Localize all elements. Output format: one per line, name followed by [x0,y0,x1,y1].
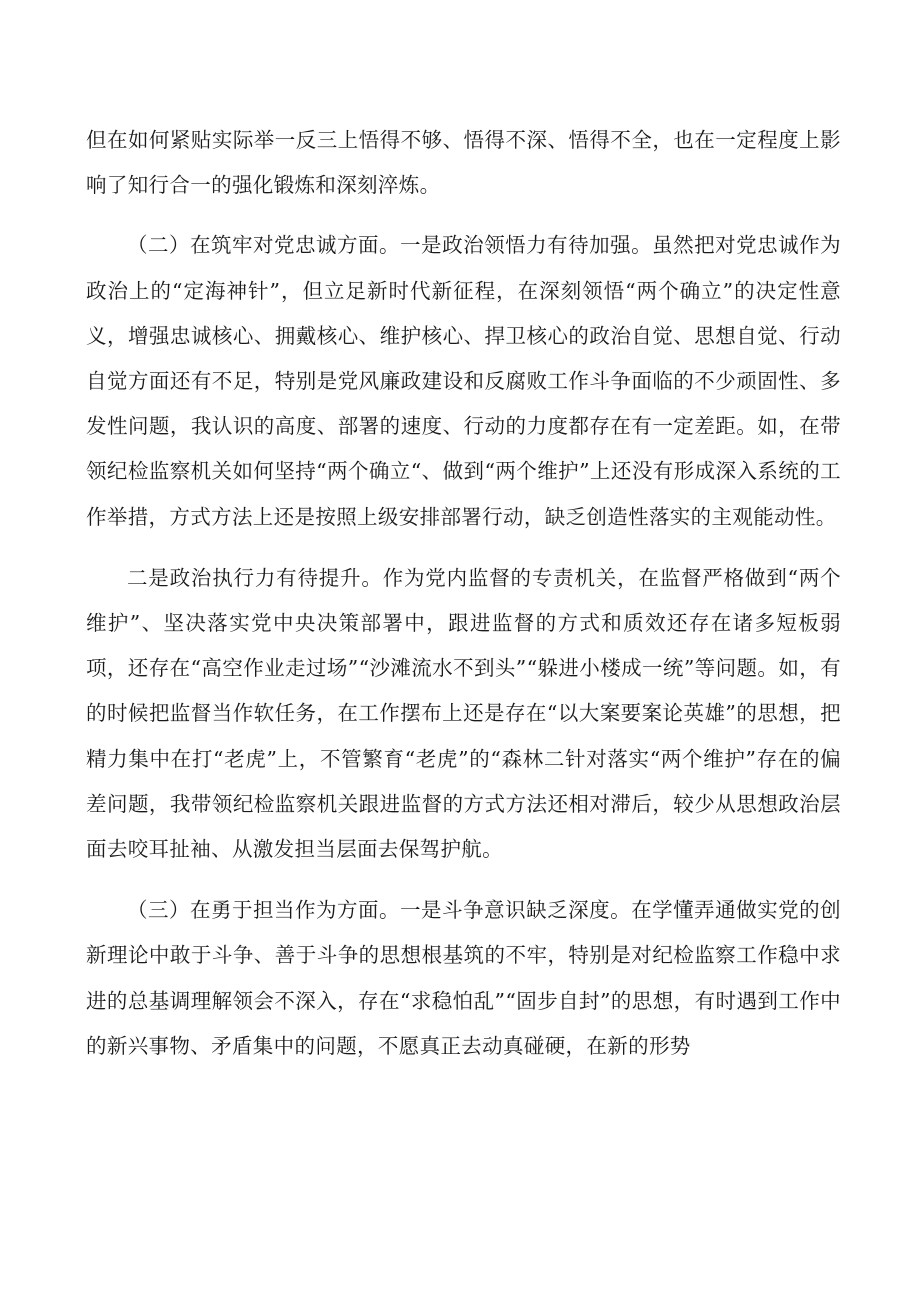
paragraph-4: （三）在勇于担当作为方面。一是斗争意识缺乏深度。在学懂弄通做实党的创新理论中敢于斗争、善于斗争的思想根基筑的不牢，特别是对纪检监察工作稳中求进的总基调理解领会不深入，存在“求稳怕乱”“固步自封”的思想，有时遇到工作中的新兴事物、矛盾集中的问题，不愿真正去动真碰硬，在新的形势 [86,898,841,1058]
document-page [86,118,841,1069]
paragraph-2: （二）在筑牢对党忠诚方面。一是政治领悟力有待加强。虽然把对党忠诚作为政治上的“定海神针”，但立足新时代新征程，在深刻领悟“两个确立”的决定性意义，增强忠诚核心、拥戴核心、维护核心、捍卫核心的政治自觉、思想自觉、行动自觉方面还有不足，特别是党风廉政建设和反腐败工作斗争面临的不少顽固性、多发性问题，我认识的高度、部署的速度、行动的力度都存在有一定差距。如，在带领纪检监察机关如何坚持“两个确立“、做到“两个维护”上还没有形成深入系统的工作举措，方式方法上还是按照上级安排部署行动，缺乏创造性落实的主观能动性。 [86,233,841,529]
paragraph-1: 但在如何紧贴实际举一反三上悟得不够、悟得不深、悟得不全，也在一定程度上影响了知行合一的强化锻炼和深刻淬炼。 [86,128,841,198]
paragraph-3: 二是政治执行力有待提升。作为党内监督的专责机关，在监督严格做到“两个维护”、坚决落实党中央决策部署中，跟进监督的方式和质效还存在诸多短板弱项，还存在“高空作业走过场”“沙滩流水不到头”“躲进小楼成一统”等问题。如，有的时候把监督当作软任务，在工作摆布上还是存在“以大案要案论英雄”的思想，把精力集中在打“老虎”上，不管繁育“老虎”的“森林二针对落实“两个维护”存在的偏差问题，我带领纪检监察机关跟进监督的方式方法还相对滞后，较少从思想政治层面去咬耳扯袖、从激发担当层面去保驾护航。 [86,565,841,862]
